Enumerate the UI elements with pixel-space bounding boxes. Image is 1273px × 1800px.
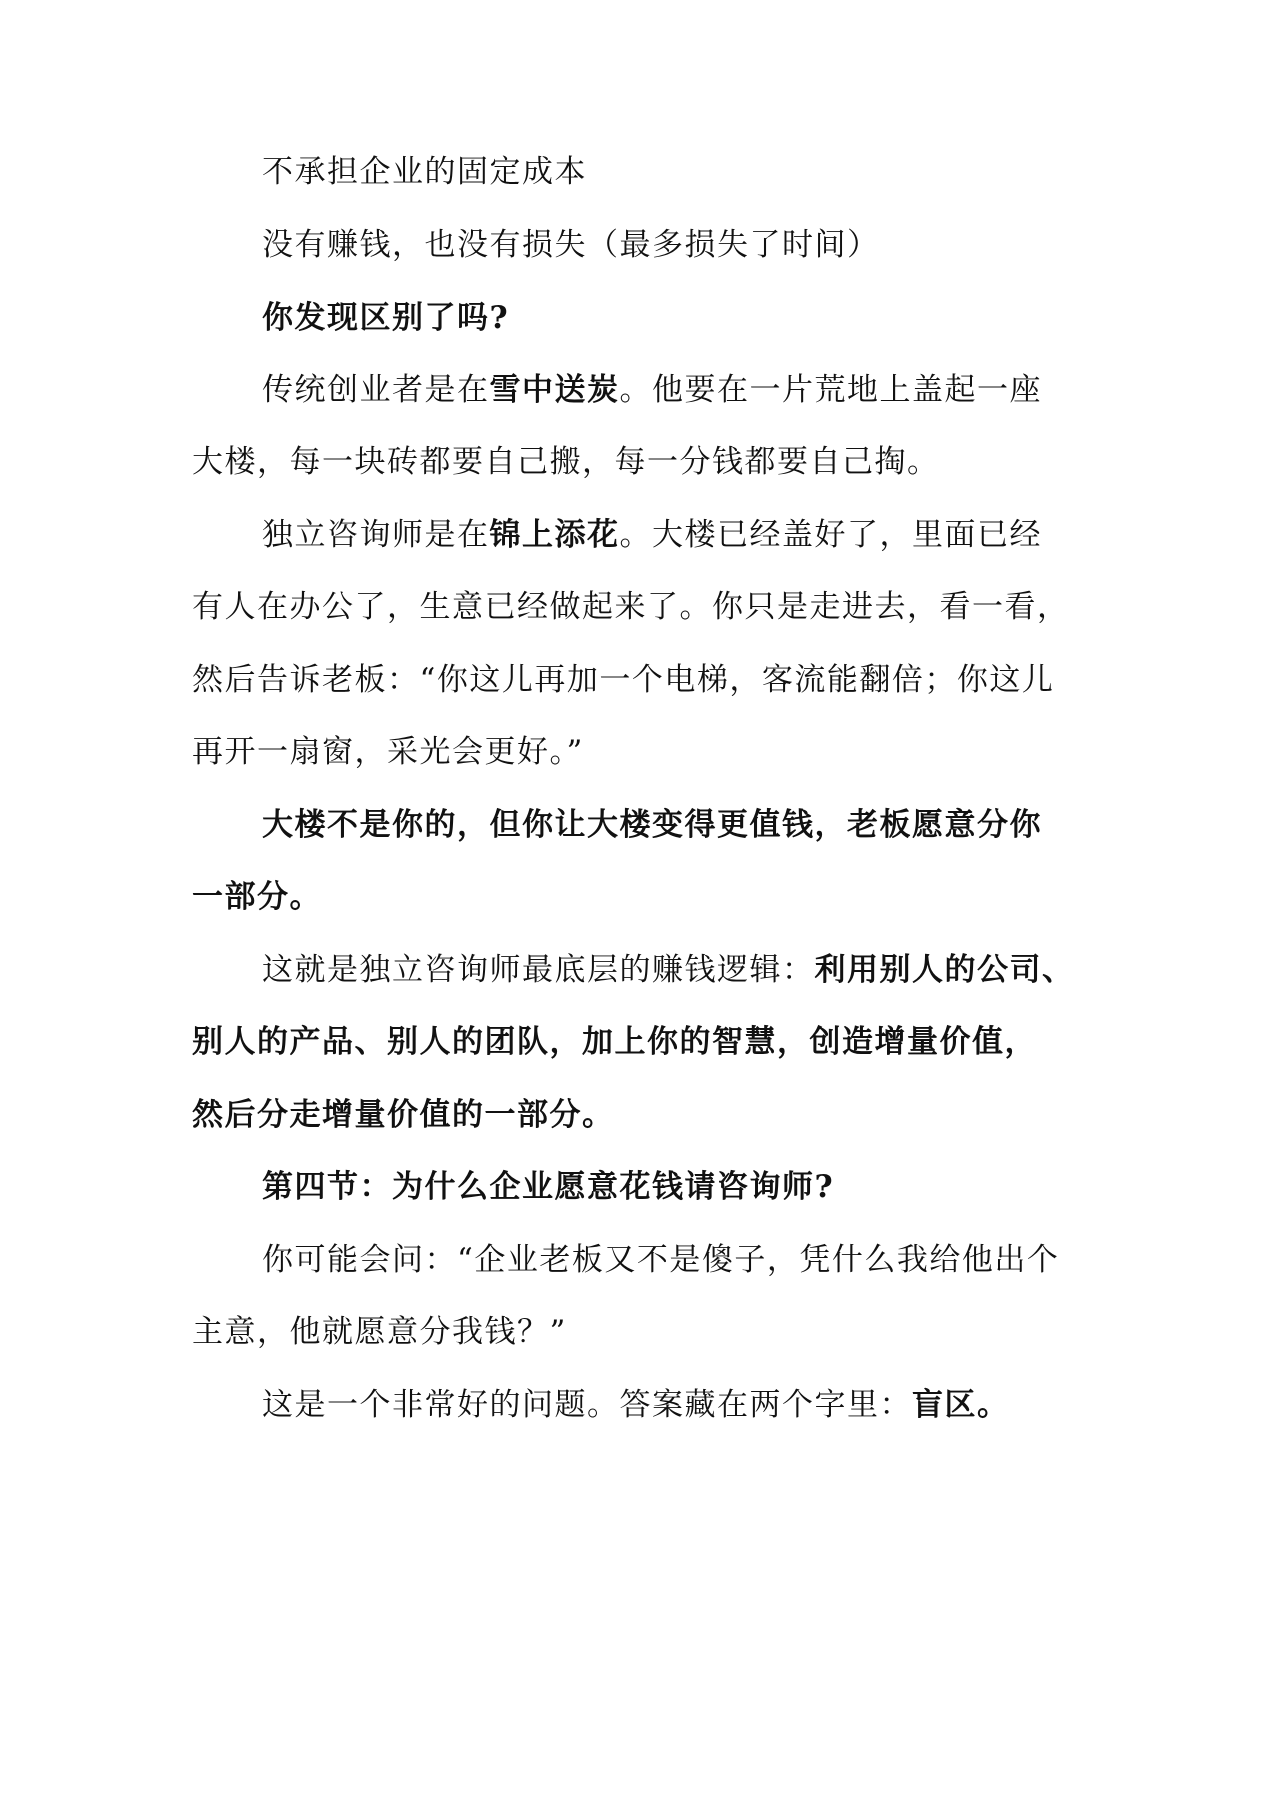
text-segment: 。大楼已经盖好了，里面已经 [619, 517, 1042, 553]
bold-text-segment: 雪中送炭 [489, 372, 620, 408]
paragraph-line-18 [262, 1385, 1162, 1425]
text-segment: 然后告诉老板：“你这儿再加一个电梯，客流能翻倍；你这儿 [192, 662, 1055, 698]
bold-text-segment: 锦上添花 [489, 517, 620, 553]
text-segment: 别人的产品、别人的团队，加上你的智慧，创造增量价值， [192, 1024, 1037, 1060]
text-segment: 这是一个非常好的问题。答案藏在两个字里： [262, 1387, 912, 1423]
bold-text-segment: 盲区。 [912, 1387, 1010, 1423]
paragraph-line-12 [262, 950, 1162, 990]
text-segment: 主意，他就愿意分我钱？” [192, 1314, 567, 1350]
text-segment: 大楼，每一块砖都要自己搬，每一分钱都要自己掏。 [192, 444, 940, 480]
text-segment: 然后分走增量价值的一部分。 [192, 1097, 615, 1133]
paragraph-line-10 [262, 805, 1162, 845]
paragraph-line-9 [192, 732, 1092, 772]
text-segment: 这就是独立咨询师最底层的赚钱逻辑： [262, 952, 815, 988]
paragraph-line-17 [192, 1312, 1092, 1352]
paragraph-line-2 [262, 225, 1162, 265]
section-heading [262, 1167, 1162, 1207]
text-segment: 有人在办公了，生意已经做起来了。你只是走进去，看一看， [192, 589, 1070, 625]
text-segment: 大楼不是你的，但你让大楼变得更值钱，老板愿意分你 [262, 807, 1042, 843]
text-segment: 传统创业者是在 [262, 372, 490, 408]
text-segment: 一部分。 [192, 879, 322, 915]
paragraph-line-8 [192, 660, 1092, 700]
text-segment: 不承担企业的固定成本 [262, 154, 587, 190]
paragraph-line-13 [192, 1022, 1092, 1062]
bold-text-segment: 利用别人的公司、 [814, 952, 1075, 988]
text-segment: 再开一扇窗，采光会更好。” [192, 734, 584, 770]
text-segment: 没有赚钱，也没有损失（最多损失了时间） [262, 227, 880, 263]
paragraph-line-7 [192, 587, 1092, 627]
paragraph-line-4 [262, 370, 1162, 410]
paragraph-line-16 [262, 1240, 1162, 1280]
text-segment: 独立咨询师是在 [262, 517, 490, 553]
paragraph-line-1 [262, 152, 1162, 192]
paragraph-line-5 [192, 442, 1092, 482]
text-segment: 。他要在一片荒地上盖起一座 [619, 372, 1042, 408]
text-segment: 第四节：为什么企业愿意花钱请咨询师? [262, 1169, 835, 1205]
paragraph-line-14 [192, 1095, 1092, 1135]
paragraph-line-3 [262, 298, 1162, 338]
text-segment: 你可能会问：“企业老板又不是傻子，凭什么我给他出个 [262, 1242, 1060, 1278]
paragraph-line-11 [192, 877, 1092, 917]
paragraph-line-6 [262, 515, 1162, 555]
text-segment: 你发现区别了吗? [262, 300, 510, 336]
